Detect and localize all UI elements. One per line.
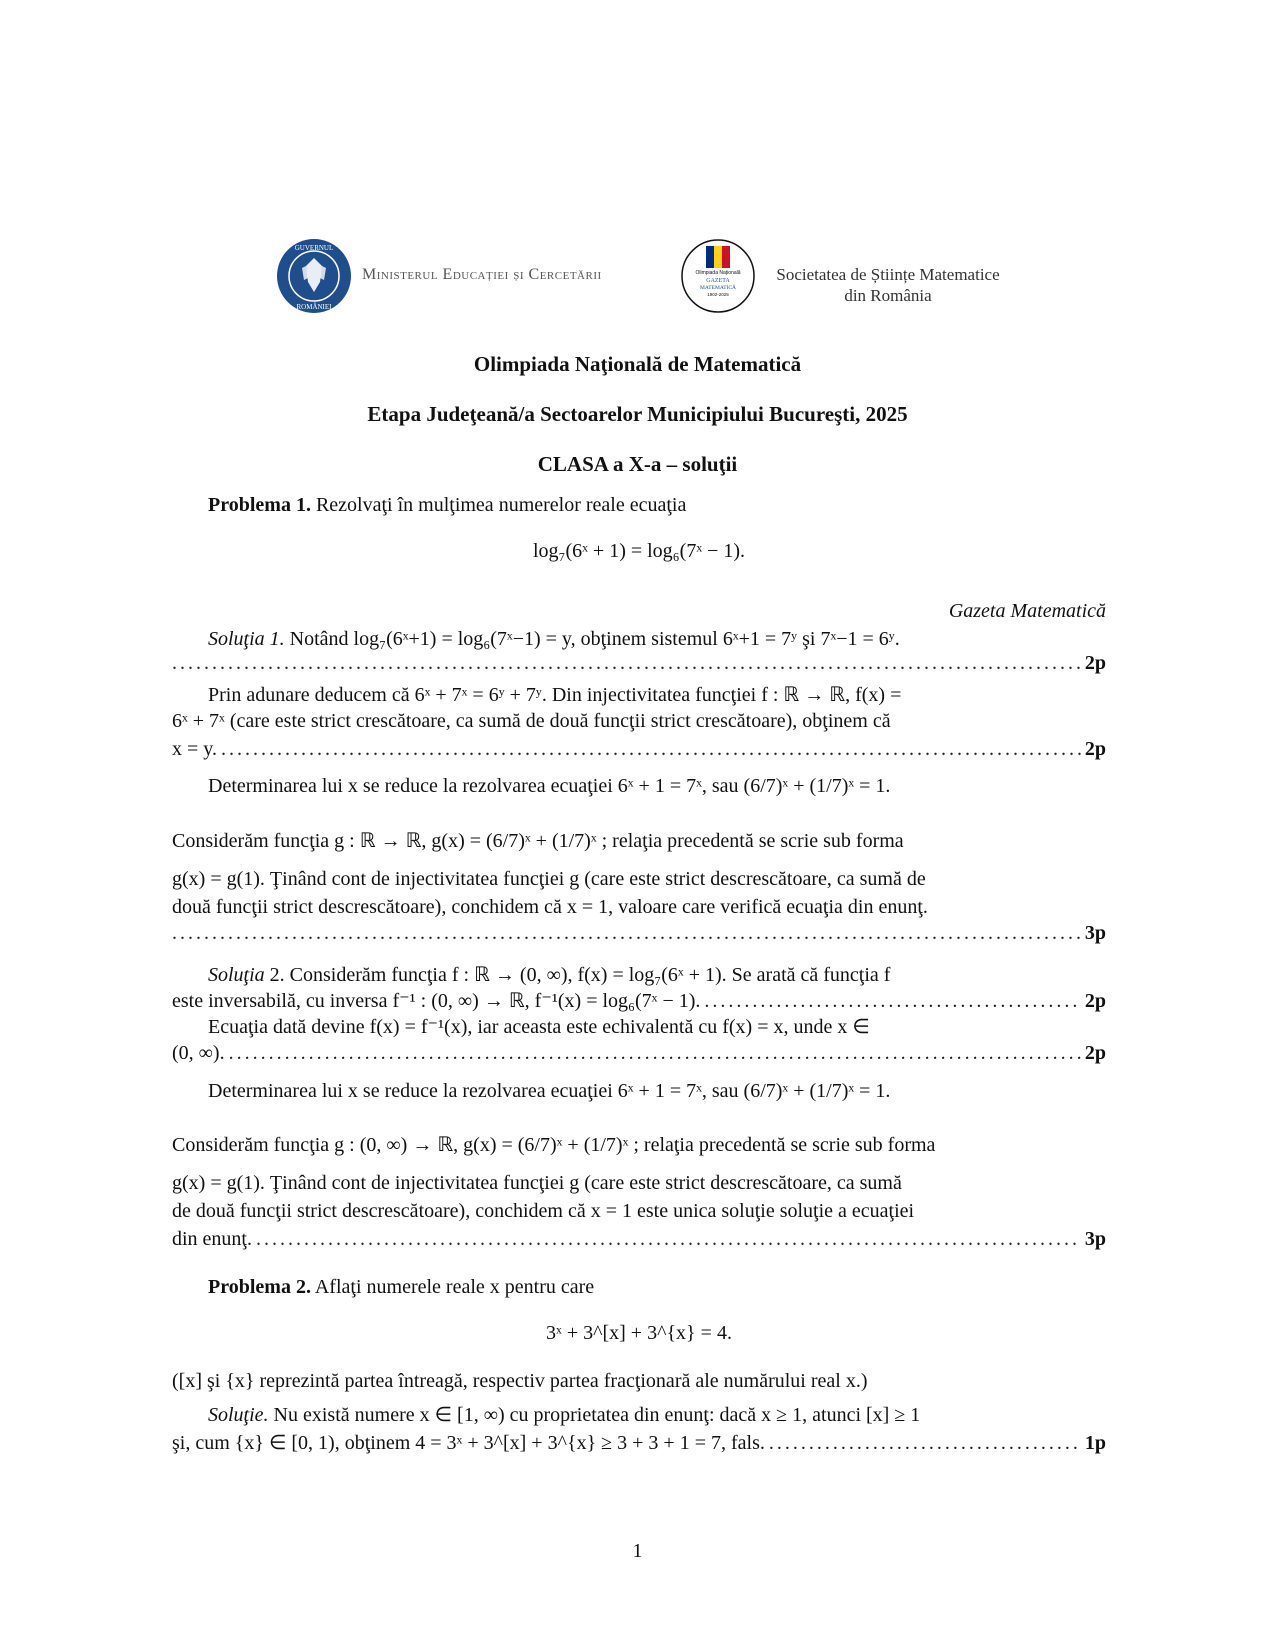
problem-1-label: Problema 1. bbox=[208, 494, 311, 516]
solution-2-line-5: Determinarea lui x se reduce la rezolvarea ecuaţiei 6ˣ + 1 = 7ˣ, sau (6/7)ˣ + (1/7)ˣ = 1. bbox=[208, 1080, 891, 1102]
solution-1-line-1 bbox=[172, 628, 1106, 651]
solution-2-line-6: Considerăm funcţia g : (0, ∞) → ℝ, g(x) = (6/7)ˣ + (1/7)ˣ ; relaţia precedentă se scrie sub forma bbox=[172, 1134, 936, 1156]
dot-leader bbox=[229, 1042, 1081, 1065]
svg-text:ROMÂNIEI: ROMÂNIEI bbox=[296, 303, 332, 311]
solution-1-line-4: x = y. bbox=[172, 738, 217, 760]
solution-1-line-2: Prin adunare deducem că 6ˣ + 7ˣ = 6ʸ + 7ʸ. Din injectivitatea funcţiei f : ℝ → ℝ, f(x) = bbox=[208, 684, 902, 706]
society-name bbox=[758, 264, 1018, 306]
points-label: 2p bbox=[1084, 738, 1106, 760]
problem-2-note: ([x] şi {x} reprezintă partea întreagă, respectiv partea fracţionară ale numărului real x.) bbox=[172, 1370, 868, 1392]
society-line-2: din România bbox=[844, 286, 932, 305]
solution-2-line-4: (0, ∞). bbox=[172, 1042, 225, 1064]
dot-leader bbox=[256, 1228, 1081, 1251]
problem-2-solution-text: Nu există numere x ∈ [1, ∞) cu proprietatea din enunţ: dacă x ≥ 1, atunci [x] ≥ 1 bbox=[273, 1404, 921, 1426]
solution-2-line-8: de două funcţii strict descrescătoare), conchidem că x = 1 este unica soluţie soluţie a ecuaţiei bbox=[172, 1200, 915, 1222]
points-label: 1p bbox=[1084, 1432, 1106, 1454]
dot-leader bbox=[172, 922, 1081, 945]
points-row-1 bbox=[172, 652, 1106, 675]
problem-2-equation: 3ˣ + 3^[x] + 3^{x} = 4. bbox=[546, 1322, 732, 1344]
olympiad-title: Olimpiada Naţională de Matematică bbox=[473, 352, 802, 376]
solution-2-line-1 bbox=[172, 962, 1106, 987]
svg-text:MATEMATICĂ: MATEMATICĂ bbox=[699, 285, 737, 291]
dot-leader bbox=[769, 1432, 1081, 1455]
problem-1-source: Gazeta Matematică bbox=[948, 600, 1106, 622]
gazeta-matematica-seal-icon bbox=[680, 238, 756, 314]
points-row-5 bbox=[172, 1042, 1106, 1065]
solution-1-label: Soluţia 1. bbox=[208, 628, 285, 650]
problem-2-text: Aflaţi numerele reale x pentru care bbox=[314, 1276, 595, 1298]
points-row-2 bbox=[172, 738, 1106, 761]
problem-1-text: Rezolvaţi în mulţimea numerelor reale ecuaţia bbox=[315, 494, 687, 516]
points-label: 2p bbox=[1084, 990, 1106, 1012]
solution-2-line-9: din enunţ. bbox=[172, 1228, 252, 1250]
svg-text:GAZETA: GAZETA bbox=[706, 278, 730, 284]
dot-leader bbox=[704, 990, 1080, 1013]
solution-2-line-7: g(x) = g(1). Ţinând cont de injectivitatea funcţiei g (care este strict descrescătoare, ca sumă bbox=[172, 1172, 902, 1194]
problem-2-solution-line-2: şi, cum {x} ∈ [0, 1), obţinem 4 = 3ˣ + 3^[x] + 3^{x} ≥ 3 + 3 + 1 = 7, fals. bbox=[172, 1432, 765, 1454]
problem-1-equation: log₇(6ˣ + 1) = log₆(7ˣ − 1). bbox=[532, 540, 746, 562]
class-title: CLASA a X-a – soluţii bbox=[537, 452, 738, 476]
solution-1-text: Notând log₇(6ˣ+1) = log₆(7ˣ−1) = y, obţinem sistemul 6ˣ+1 = 7ʸ şi 7ˣ−1 = 6ʸ. bbox=[289, 628, 900, 650]
government-seal-icon bbox=[276, 238, 352, 314]
points-row-3 bbox=[172, 922, 1106, 945]
points-row-4 bbox=[172, 988, 1106, 1013]
problem-2-statement bbox=[172, 1276, 1106, 1299]
points-label: 3p bbox=[1084, 1228, 1106, 1250]
ministry-name: Ministerul Educației și Cercetării bbox=[362, 266, 602, 283]
solution-1-line-6: Considerăm funcţia g : ℝ → ℝ, g(x) = (6/7)ˣ + (1/7)ˣ ; relaţia precedentă se scrie sub forma bbox=[172, 830, 904, 852]
svg-text:1902-2025: 1902-2025 bbox=[707, 292, 729, 297]
points-label: 2p bbox=[1084, 1042, 1106, 1064]
points-label: 2p bbox=[1084, 652, 1106, 674]
page-number: 1 bbox=[632, 1540, 643, 1562]
header bbox=[0, 238, 1275, 318]
stage-title: Etapa Judeţeană/a Sectoarelor Municipiului Bucureşti, 2025 bbox=[367, 402, 908, 426]
problem-2-label: Problema 2. bbox=[208, 1276, 311, 1298]
solution-1-line-7: g(x) = g(1). Ţinând cont de injectivitatea funcţiei g (care este strict descrescătoare, ca sumă de bbox=[172, 868, 926, 890]
points-row-6 bbox=[172, 1228, 1106, 1251]
solution-1-line-8: două funcţii strict descrescătoare), conchidem că x = 1, valoare care verifică ecuaţia din enunţ. bbox=[172, 896, 928, 918]
society-line-1: Societatea de Științe Matematice bbox=[776, 265, 1000, 284]
svg-text:GUVERNUL: GUVERNUL bbox=[294, 244, 334, 252]
solution-2-text: 2. Considerăm funcţia f : ℝ → (0, ∞), f(x) = log₇(6ˣ + 1). Se arată că funcţia f bbox=[269, 964, 891, 986]
solution-1-line-5: Determinarea lui x se reduce la rezolvarea ecuaţiei 6ˣ + 1 = 7ˣ, sau (6/7)ˣ + (1/7)ˣ = 1. bbox=[208, 775, 891, 797]
points-row-7 bbox=[172, 1430, 1106, 1455]
solution-2-line-2: este inversabilă, cu inversa f⁻¹ : (0, ∞) → ℝ, f⁻¹(x) = log₆(7ˣ − 1). bbox=[172, 990, 701, 1012]
problem-1-statement bbox=[172, 494, 1106, 517]
problem-2-solution-line-1 bbox=[172, 1402, 1106, 1427]
svg-text:Olimpiada Naţională: Olimpiada Naţională bbox=[695, 270, 741, 276]
points-label: 3p bbox=[1084, 922, 1106, 944]
solution-1-line-3: 6ˣ + 7ˣ (care este strict crescătoare, ca sumă de două funcţii strict crescătoare), obţinem că bbox=[172, 710, 891, 732]
dot-leader bbox=[172, 652, 1081, 675]
solution-2-label: Soluţia bbox=[208, 964, 265, 986]
solution-2-line-3: Ecuaţia dată devine f(x) = f⁻¹(x), iar aceasta este echivalentă cu f(x) = x, unde x ∈ bbox=[208, 1016, 870, 1038]
dot-leader bbox=[221, 738, 1081, 761]
problem-2-solution-label: Soluţie. bbox=[208, 1404, 269, 1426]
